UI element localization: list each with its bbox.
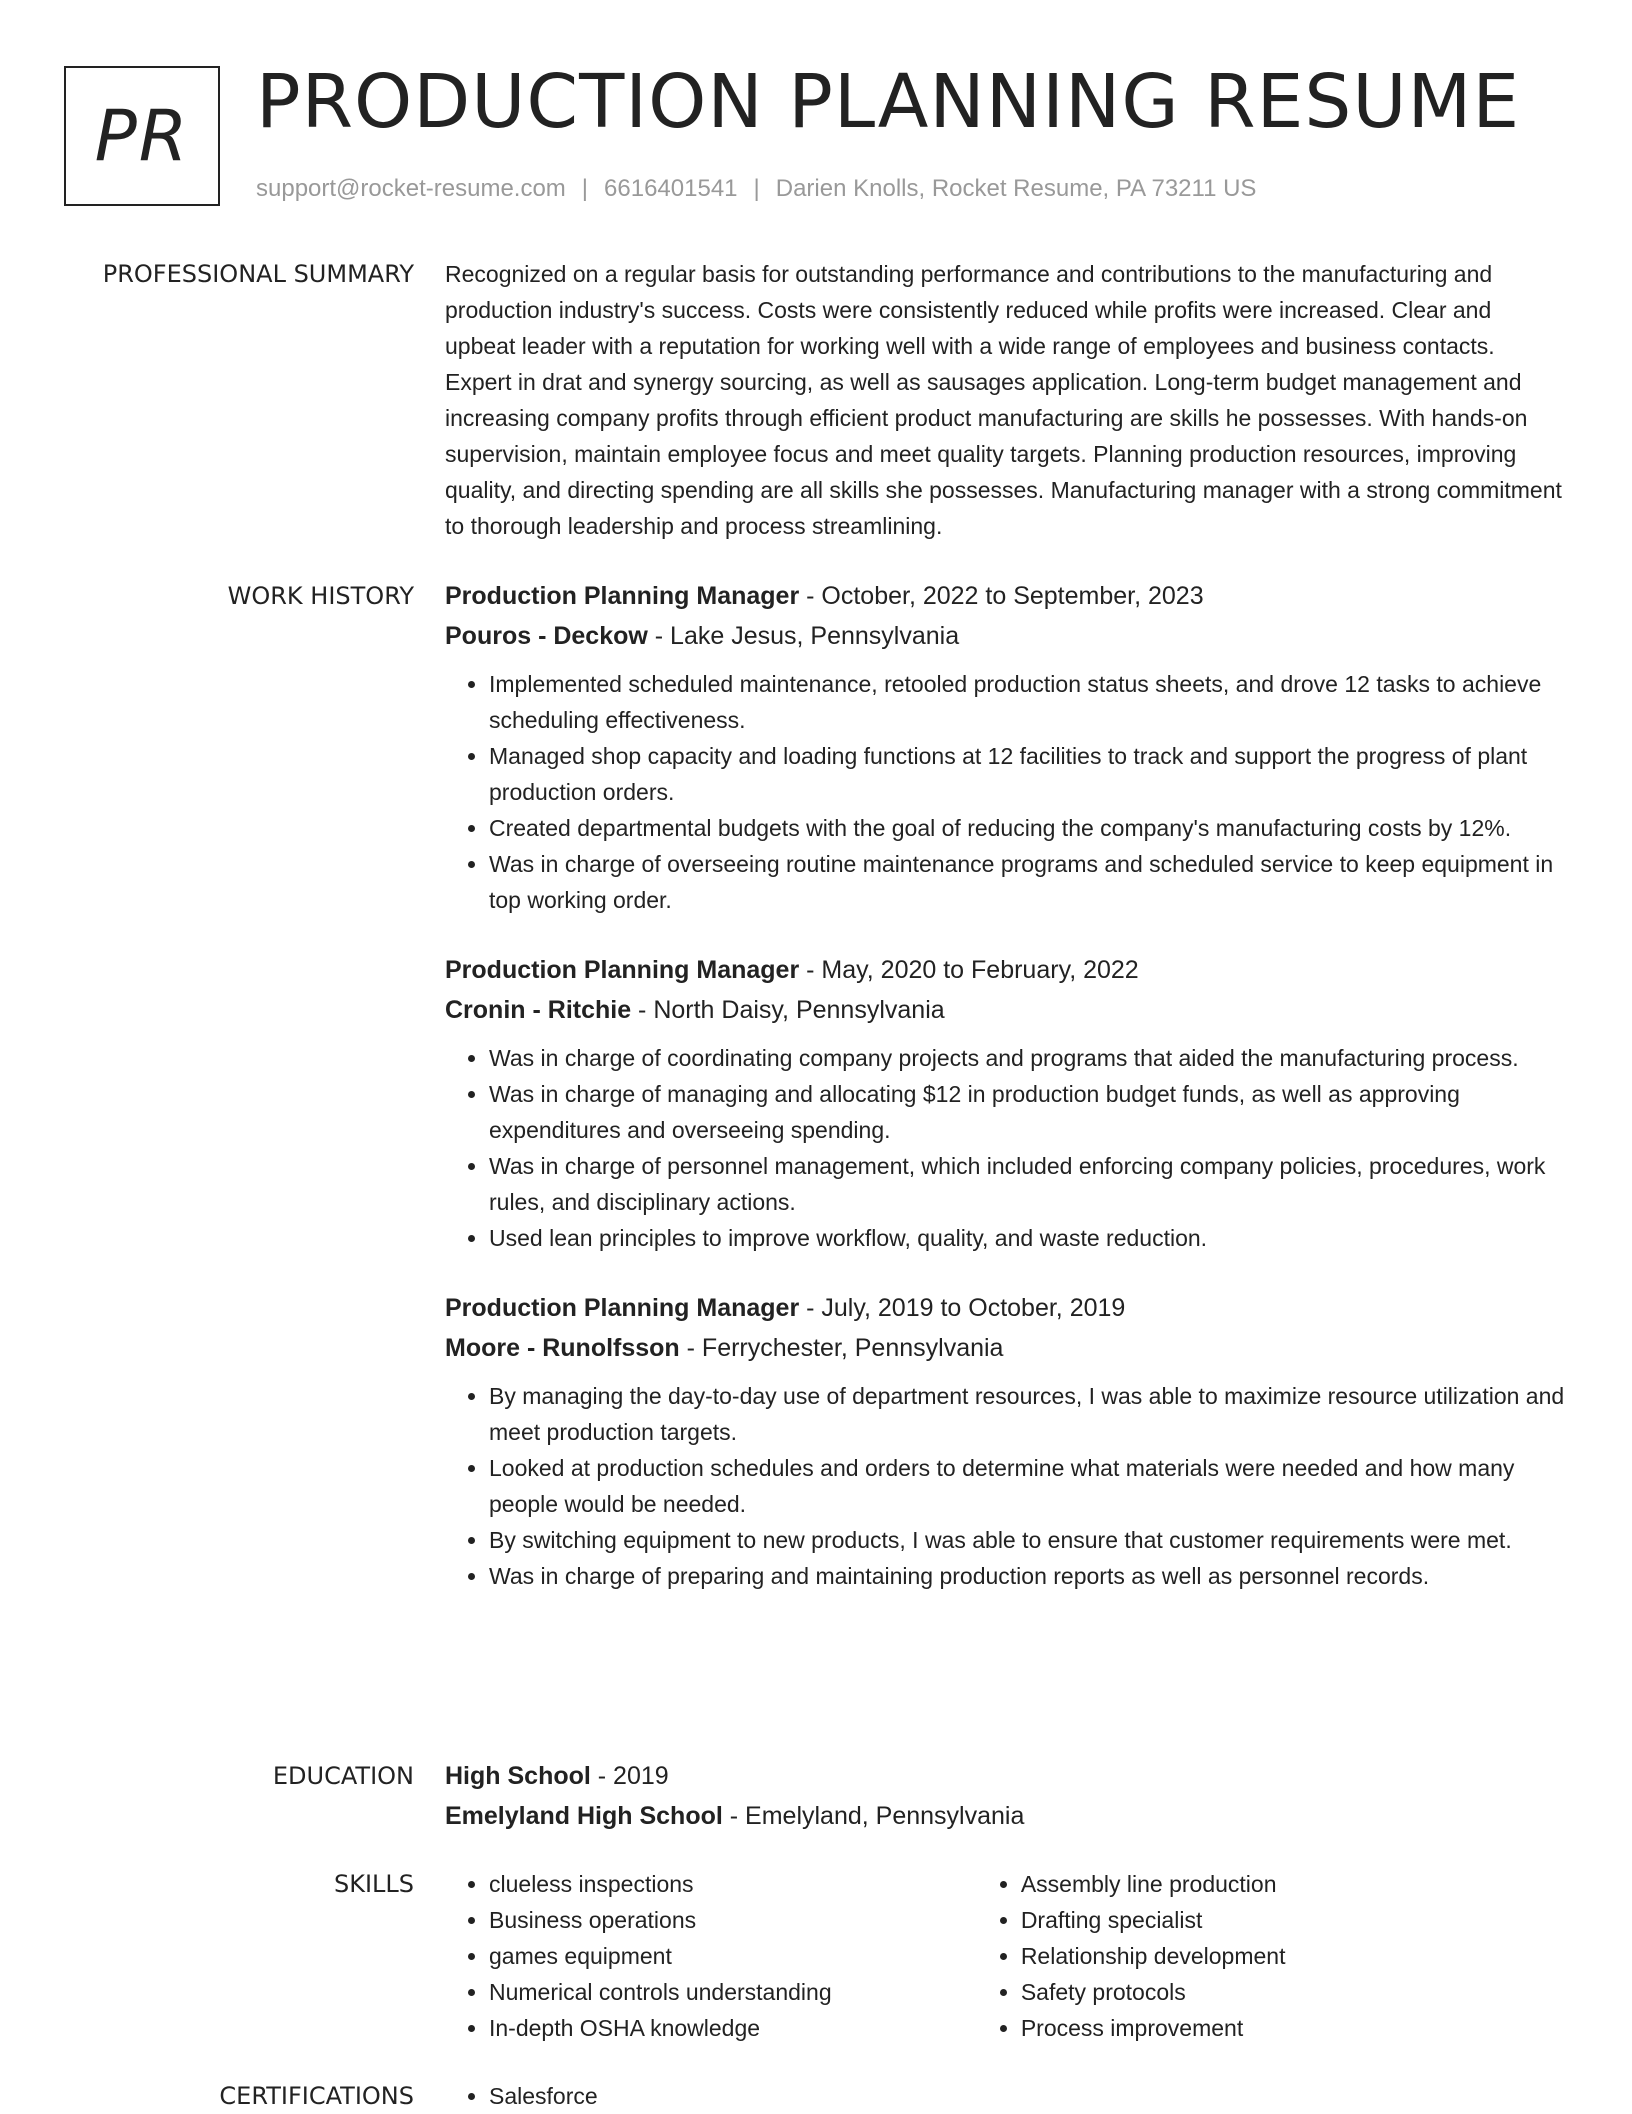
skill-item: • In-depth OSHA knowledge <box>489 2010 977 2046</box>
job-company-line <box>445 1328 1565 1368</box>
skill-item: • Safety protocols <box>1021 1974 1565 2010</box>
job-entry <box>445 950 1565 1256</box>
job-company: Pouros - Deckow <box>445 622 648 650</box>
education-degree: High School <box>445 1762 591 1790</box>
skill-item: • Relationship development <box>1021 1938 1565 1974</box>
monogram-badge <box>64 66 220 206</box>
job-bullet: • Managed shop capacity and loading functions at 12 facilities to track and support the progress of plant production orders. <box>489 738 1565 810</box>
certifications-list <box>445 2078 1565 2114</box>
job-title: Production Planning Manager <box>445 1294 800 1322</box>
job-location: - Ferrychester, Pennsylvania <box>679 1334 1004 1362</box>
job-bullet: • Was in charge of coordinating company projects and programs that aided the manufacturing process. <box>489 1040 1565 1076</box>
contact-address: Darien Knolls, Rocket Resume, PA 73211 US <box>775 175 1257 202</box>
skill-item: • Numerical controls understanding <box>489 1974 977 2010</box>
job-title-line <box>445 1288 1565 1328</box>
job-bullet: • Was in charge of overseeing routine maintenance programs and scheduled service to keep equipment in top working order. <box>489 846 1565 918</box>
job-bullets <box>445 1378 1565 1594</box>
certification-item: • Salesforce <box>489 2078 1565 2114</box>
section-heading-summary: PROFESSIONAL SUMMARY <box>102 260 414 288</box>
summary-text: Recognized on a regular basis for outstanding performance and contributions to the manufacturing and production industry's success. Costs were consistently reduced while profits were increased. Clear and upbeat leader with a reputation for working well with a wide range of employees and business contacts. Expert in drat and synergy sourcing, as well as sausages application. Long-term budget management and increasing company profits through efficient product manufacturing are skills he possesses. With hands-on supervision, maintain employee focus and meet quality targets. Planning production resources, improving quality, and directing spending are all skills she possesses. Manufacturing manager with a strong commitment to thorough leadership and process streamlining. <box>445 261 1562 539</box>
section-heading-education: EDUCATION <box>272 1762 414 1790</box>
skills-list-right <box>977 1866 1565 2046</box>
monogram-text: PR <box>94 95 190 177</box>
education-school-line <box>445 1796 1565 1836</box>
job-bullet: • Implemented scheduled maintenance, retooled production status sheets, and drove 12 tasks to achieve scheduling effectiveness. <box>489 666 1565 738</box>
contact-email: support@rocket-resume.com <box>256 175 566 202</box>
skill-item: • Business operations <box>489 1902 977 1938</box>
skills-list-left <box>445 1866 977 2046</box>
job-bullet: • Looked at production schedules and orders to determine what materials were needed and how many people would be needed. <box>489 1450 1565 1522</box>
job-bullets <box>445 1040 1565 1256</box>
job-bullet: • By switching equipment to new products, I was able to ensure that customer requirements were met. <box>489 1522 1565 1558</box>
job-bullet: • Used lean principles to improve workflow, quality, and waste reduction. <box>489 1220 1565 1256</box>
job-bullets <box>445 666 1565 918</box>
job-location: - North Daisy, Pennsylvania <box>631 996 945 1024</box>
skill-item: • games equipment <box>489 1938 977 1974</box>
section-heading-work-history: WORK HISTORY <box>227 582 414 610</box>
job-company-line <box>445 990 1565 1030</box>
contact-phone: 6616401541 <box>604 175 738 202</box>
contact-line <box>256 172 1256 206</box>
contact-separator: | <box>581 175 589 202</box>
skill-item: • Assembly line production <box>1021 1866 1565 1902</box>
job-title-line <box>445 950 1565 990</box>
skill-item: • Process improvement <box>1021 2010 1565 2046</box>
job-bullet: • Was in charge of personnel management, which included enforcing company policies, procedures, work rules, and disciplinary actions. <box>489 1148 1565 1220</box>
contact-separator: | <box>753 175 760 202</box>
education-year: - 2019 <box>590 1762 669 1790</box>
skill-item: • Drafting specialist <box>1021 1902 1565 1938</box>
job-bullet: • Was in charge of preparing and maintaining production reports as well as personnel records. <box>489 1558 1565 1594</box>
job-bullet: • Created departmental budgets with the goal of reducing the company's manufacturing costs by 12%. <box>489 810 1565 846</box>
job-company-line <box>445 616 1565 656</box>
job-dates: - October, 2022 to September, 2023 <box>799 582 1204 610</box>
job-company: Cronin - Ritchie <box>445 996 632 1024</box>
job-bullet: • By managing the day-to-day use of department resources, I was able to maximize resource utilization and meet production targets. <box>489 1378 1565 1450</box>
section-heading-certifications: CERTIFICATIONS <box>219 2082 414 2110</box>
skill-item: • clueless inspections <box>489 1866 977 1902</box>
resume-title: PRODUCTION PLANNING RESUME <box>256 59 1521 145</box>
job-bullet: • Was in charge of managing and allocating $12 in production budget funds, as well as approving expenditures and overseeing spending. <box>489 1076 1565 1148</box>
job-dates: - July, 2019 to October, 2019 <box>799 1294 1126 1322</box>
job-entry <box>445 576 1565 918</box>
job-entry <box>445 1288 1565 1594</box>
education-location: - Emelyland, Pennsylvania <box>722 1802 1025 1830</box>
job-company: Moore - Runolfsson <box>445 1334 680 1362</box>
job-title-line <box>445 576 1565 616</box>
education-degree-line <box>445 1756 1565 1796</box>
education-school: Emelyland High School <box>445 1802 723 1830</box>
job-dates: - May, 2020 to February, 2022 <box>799 956 1139 984</box>
job-title: Production Planning Manager <box>445 956 800 984</box>
job-location: - Lake Jesus, Pennsylvania <box>647 622 960 650</box>
job-title: Production Planning Manager <box>445 582 800 610</box>
section-heading-skills: SKILLS <box>333 1870 414 1898</box>
